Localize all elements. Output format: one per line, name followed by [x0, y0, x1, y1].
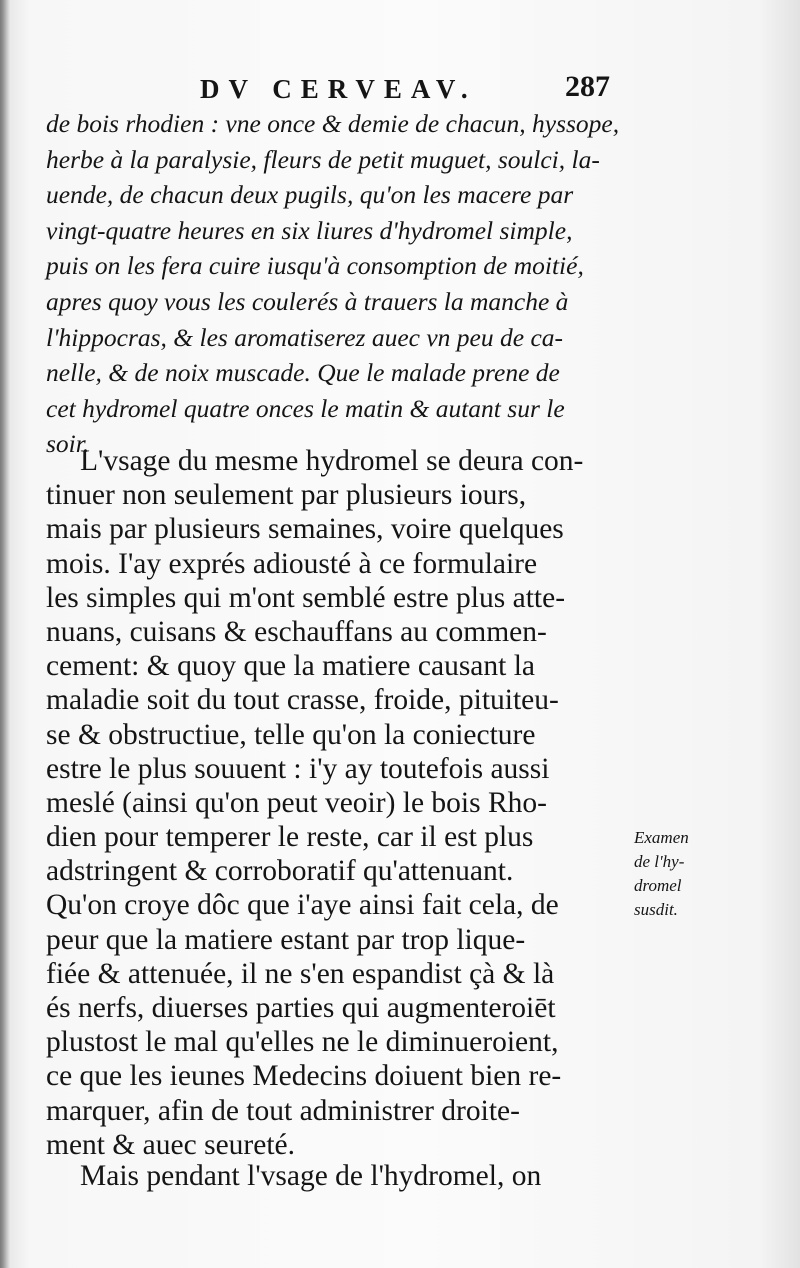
text-line: mois. I'ay exprés adiousté à ce formulaire	[46, 547, 538, 580]
text-line: herbe à la paralysie, fleurs de petit muguet, soulci, la-	[46, 144, 600, 174]
margin-note-line: dromel	[634, 876, 682, 895]
text-line: vingt-quatre heures en six liures d'hydromel simple,	[46, 215, 573, 245]
text-line: les simples qui m'ont semblé estre plus atte-	[46, 581, 566, 614]
text-line: fiée & attenuée, il ne s'en espandist çà & là	[46, 957, 555, 990]
text-line: soir.	[46, 429, 90, 459]
text-line: cet hydromel quatre onces le matin & autant sur le	[46, 393, 565, 423]
text-line: meslé (ainsi qu'on peut veoir) le bois Rho-	[46, 786, 547, 819]
text-line: dien pour temperer le reste, car il est plus	[46, 821, 534, 854]
text-line: tinuer non seulement par plusieurs iours,	[46, 479, 527, 512]
text-line: nuans, cuisans & eschauffans au commen-	[46, 615, 547, 648]
text-line: estre le plus souuent : i'y ay toutefois aussi	[46, 752, 550, 785]
text-line: plustost le mal qu'elles ne le diminueroient,	[46, 1026, 559, 1059]
text-line: marquer, afin de tout administrer droite-	[46, 1094, 520, 1127]
text-line: puis on les fera cuire iusqu'à consomption de moitié,	[46, 251, 584, 281]
gutter-shadow	[0, 0, 10, 1268]
text-line: mais par plusieurs semaines, voire quelques	[46, 513, 564, 546]
margin-note-line: Examen	[634, 828, 689, 847]
page-number: 287	[565, 70, 610, 103]
text-line: peur que la matiere estant par trop lique-	[46, 923, 526, 956]
text-line: adstringent & corroboratif qu'attenuant.	[46, 855, 514, 888]
margin-note-line: susdit.	[634, 900, 678, 919]
italic-recipe-paragraph	[46, 106, 626, 462]
text-line: ment & auec seureté.	[46, 1128, 295, 1161]
text-line: Qu'on croye dôc que i'aye ainsi fait cela, de	[46, 889, 559, 922]
text-line: uende, de chacun deux pugils, qu'on les macere par	[46, 180, 574, 210]
text-line: maladie soit du tout crasse, froide, pituiteu-	[46, 684, 559, 717]
text-line: nelle, & de noix muscade. Que le malade prene de	[46, 358, 560, 388]
text-line: apres quoy vous les coulerés à trauers la manche à	[46, 286, 569, 316]
text-line: se & obstructiue, telle qu'on la coniecture	[46, 718, 536, 751]
margin-note-line: de l'hy-	[634, 852, 685, 871]
text-line: L'vsage du mesme hydromel se deura con-	[80, 445, 584, 477]
text-line: és nerfs, diuerses parties qui augmenteroiēt	[46, 992, 556, 1024]
text-line: ce que les ieunes Medecins doiuent bien re-	[46, 1060, 562, 1093]
text-line: l'hippocras, & les aromatiserez auec vn peu de ca-	[46, 322, 563, 352]
body-paragraph	[46, 444, 636, 1162]
margin-note	[634, 826, 774, 922]
running-head: DV CERVEAV.	[200, 74, 477, 104]
text-line: de bois rhodien : vne once & demie de chacun, hyssope,	[46, 109, 620, 138]
paragraph-start-line: Mais pendant l'vsage de l'hydromel, on	[80, 1160, 542, 1192]
text-line: cement: & quoy que la matiere causant la	[46, 650, 536, 683]
